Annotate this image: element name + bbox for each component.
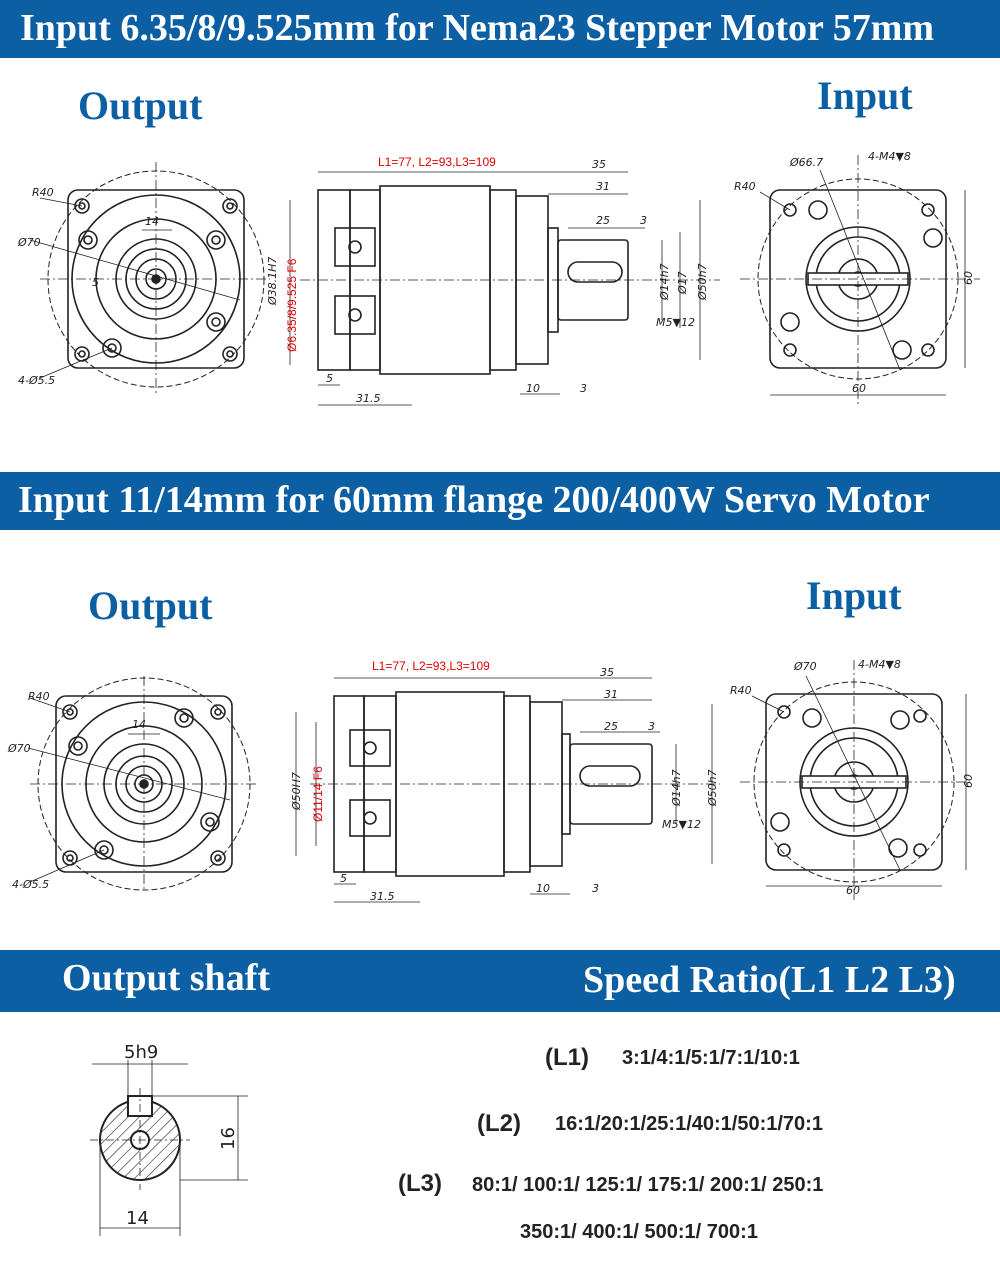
section2-output-front-view (28, 676, 258, 892)
s2-holes-label: 4-Ø5.5 (12, 878, 50, 891)
s1-d667-label: Ø66.7 (790, 156, 824, 169)
s1-d25-label: 25 (596, 214, 610, 227)
section2-banner (0, 472, 1000, 530)
s2-d5-side-label: 5 (340, 872, 347, 885)
s2-tap-label: M5▼12 (662, 818, 701, 831)
s1-w60-label: 60 (852, 382, 866, 395)
s1-r40-input-label: R40 (734, 180, 756, 193)
s1-holes-label: 4-Ø5.5 (18, 374, 56, 387)
s2-r40-input-label: R40 (730, 684, 752, 697)
section1-input-view (740, 155, 980, 405)
s1-d70-label: Ø70 (18, 236, 41, 249)
s1-d5-side-label: 5 (326, 372, 333, 385)
s1-d10-label: 10 (526, 382, 540, 395)
s1-tapped-label: 4-M4▼8 (868, 150, 911, 163)
ratio-key-l1: (L1) (545, 1044, 589, 1071)
section1-title: Input 6.35/8/9.525mm for Nema23 Stepper Motor 57mm (20, 7, 935, 49)
s1-d17-label: Ø17 (676, 271, 689, 294)
s1-h60-label: 60 (962, 271, 975, 285)
s2-lengths-label: L1=77, L2=93,L3=109 (372, 659, 490, 673)
ratio-values-l3-cont: 350:1/ 400:1/ 500:1/ 700:1 (520, 1221, 758, 1243)
s2-d50-label: Ø50h7 (706, 769, 719, 806)
s2-d3a-label: 3 (648, 720, 655, 733)
section2-input-label: Input (806, 573, 902, 618)
s2-w60-label: 60 (846, 884, 860, 897)
speed-ratio-title: Speed Ratio(L1 L2 L3) (583, 959, 956, 1001)
s1-lengths-label: L1=77, L2=93,L3=109 (378, 155, 496, 169)
section2-drawing (0, 630, 1000, 930)
section2-side-view (296, 678, 720, 902)
s1-shaft-label: Ø14h7 (658, 263, 671, 300)
s2-d10-label: 10 (536, 882, 550, 895)
shaft-key-label: 5h9 (124, 1042, 159, 1063)
section1-side-view (290, 172, 720, 405)
s2-d315-label: 31.5 (370, 890, 395, 903)
s2-tapped-label: 4-M4▼8 (858, 658, 901, 671)
s1-d35-label: 35 (592, 158, 606, 171)
section2-title: Input 11/14mm for 60mm flange 200/400W Servo Motor (18, 479, 930, 521)
s1-d5-label: 5 (92, 276, 99, 289)
ratio-key-l2: (L2) (477, 1110, 521, 1137)
section1-output-label: Output (78, 83, 203, 128)
shaft-height-label: 16 (218, 1127, 239, 1150)
section1-output-front-view (30, 162, 270, 396)
section1-banner (0, 0, 1000, 58)
section3-banner (0, 950, 1000, 1012)
s1-tap-label: M5▼12 (656, 316, 695, 329)
ratio-values-l1: 3:1/4:1/5:1/7:1/10:1 (622, 1047, 800, 1069)
s1-pilot-label: Ø38.1H7 (266, 256, 279, 305)
output-shaft-title: Output shaft (62, 957, 270, 999)
s1-d50-label: Ø50h7 (696, 263, 709, 300)
s2-d31-label: 31 (604, 688, 618, 701)
ratio-key-l3: (L3) (398, 1170, 442, 1197)
s1-w14-label: 14 (145, 215, 159, 228)
s2-d3b-label: 3 (592, 882, 599, 895)
s2-d35-label: 35 (600, 666, 614, 679)
s1-d3a-label: 3 (640, 214, 647, 227)
s2-d70-input-label: Ø70 (794, 660, 817, 673)
s1-d3b-label: 3 (580, 382, 587, 395)
s2-bore-label: Ø11/14 F6 (311, 766, 325, 822)
s2-r40-label: R40 (28, 690, 50, 703)
section1-input-label: Input (817, 73, 913, 118)
s2-w14-label: 14 (132, 718, 146, 731)
output-shaft-drawing (0, 1020, 280, 1260)
s2-h60-label: 60 (962, 774, 975, 788)
s1-d315-label: 31.5 (356, 392, 381, 405)
s2-pilot-label: Ø50H7 (290, 772, 303, 810)
ratio-values-l2: 16:1/20:1/25:1/40:1/50:1/70:1 (555, 1113, 823, 1135)
s1-bore-label: Ø6.35/8/9.525 F6 (285, 258, 299, 352)
section2-input-view (740, 660, 970, 900)
s1-r40-label: R40 (32, 186, 54, 199)
s1-d31-label: 31 (596, 180, 610, 193)
s2-d25-label: 25 (604, 720, 618, 733)
s2-shaft-label: Ø14h7 (670, 769, 683, 806)
section2-output-label: Output (88, 583, 213, 628)
ratio-values-l3: 80:1/ 100:1/ 125:1/ 175:1/ 200:1/ 250:1 (472, 1174, 824, 1196)
s2-d70-label: Ø70 (8, 742, 31, 755)
shaft-dia-label: 14 (126, 1208, 149, 1229)
